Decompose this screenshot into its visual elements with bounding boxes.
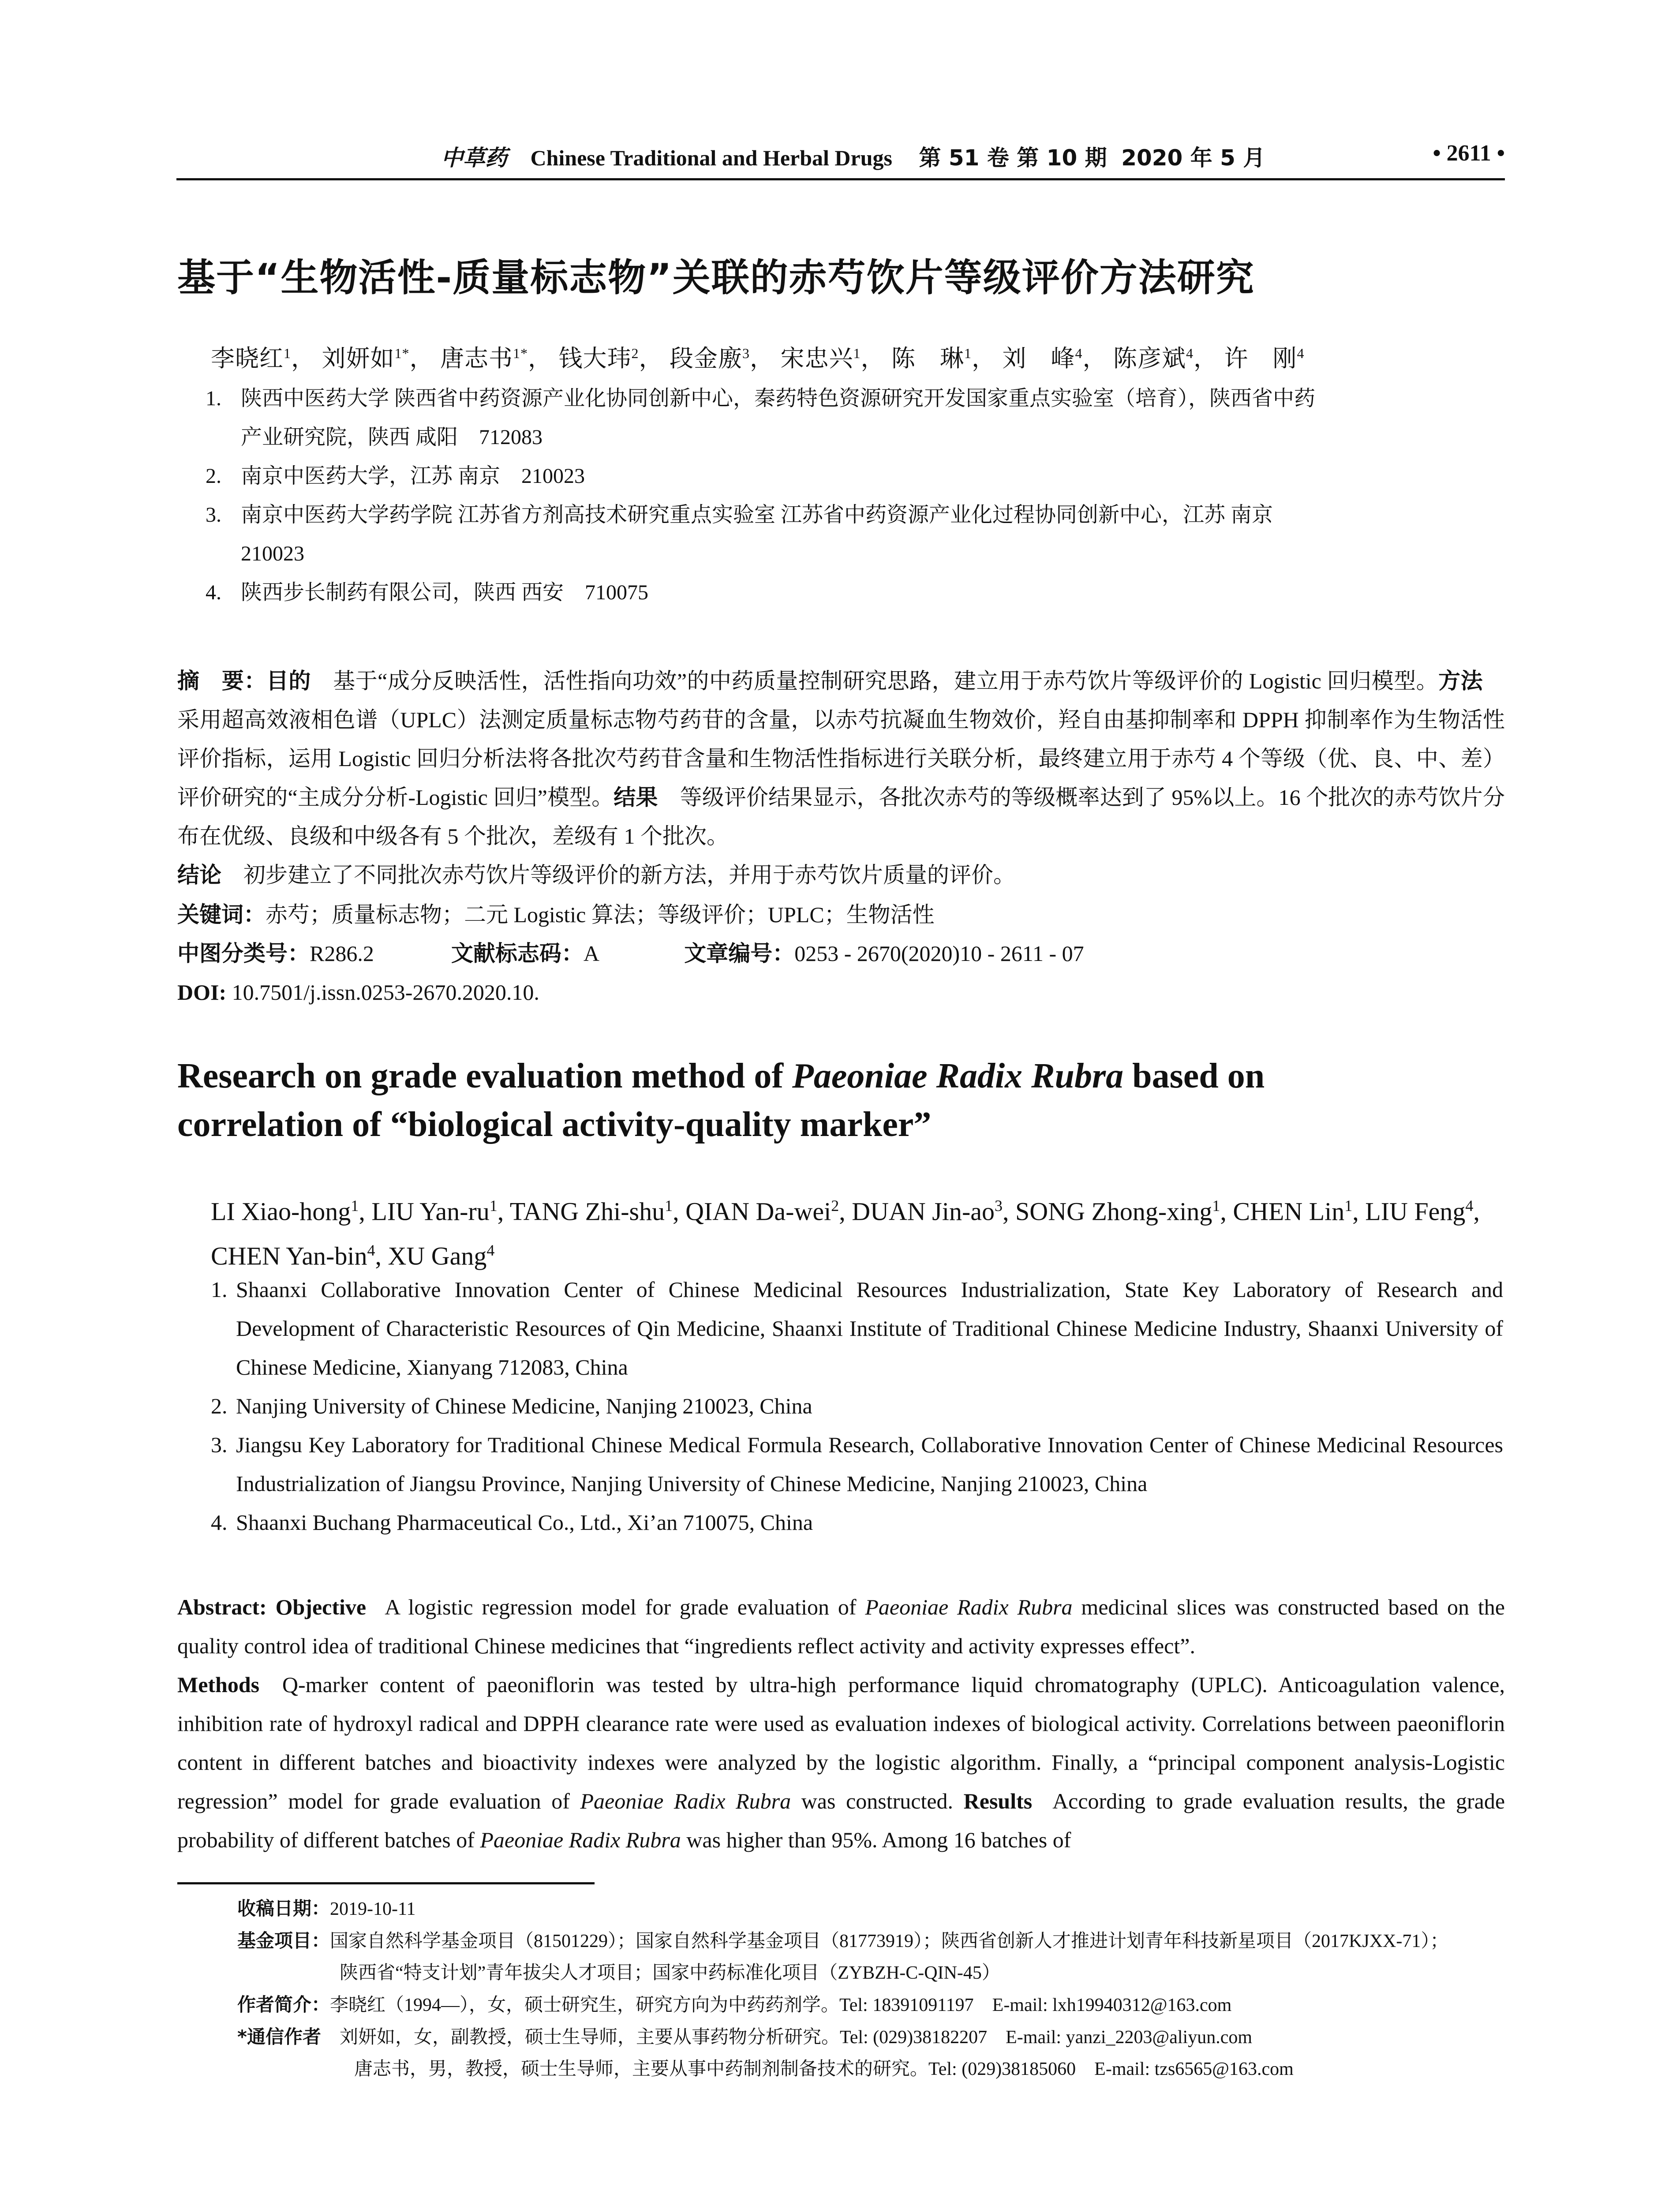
affiliation-line: 210023 bbox=[241, 542, 304, 565]
affiliation-item bbox=[211, 1503, 1503, 1542]
title-en-part1: Research on grade evaluation method of bbox=[177, 1057, 792, 1095]
doi-value: 10.7501/j.issn.0253-2670.2020.10. bbox=[232, 980, 539, 1005]
affiliation-text: Nanjing University of Chinese Medicine, Nanjing 210023, China bbox=[236, 1394, 812, 1418]
abstract-cn bbox=[177, 662, 1505, 894]
author-affil-sup: 3 bbox=[995, 1197, 1003, 1215]
author-name: CHEN Lin bbox=[1233, 1197, 1345, 1226]
author-name: 许 刚 bbox=[1224, 345, 1297, 372]
author-affil-sup: 1 bbox=[351, 1197, 359, 1215]
bio-label: 作者简介： bbox=[237, 1994, 330, 2015]
footnote-divider bbox=[177, 1882, 595, 1884]
author-name: TANG Zhi-shu bbox=[509, 1197, 665, 1226]
abstract-label: Abstract: bbox=[177, 1595, 267, 1619]
author-affil-sup: 4 bbox=[1186, 345, 1194, 361]
journal-date: 2020 年 5 月 bbox=[1121, 145, 1265, 171]
abstract-label: 摘 要： bbox=[177, 668, 266, 694]
affiliation-number: 2. bbox=[206, 464, 221, 488]
article-no-label: 文章编号： bbox=[684, 941, 795, 966]
author-affil-sup: 1 bbox=[964, 345, 972, 361]
objective-label: Objective bbox=[275, 1595, 367, 1619]
corr-text: 刘妍如，女，副教授，硕士生导师，主要从事药物分析研究。Tel: (029)38182207 E-mail: yanzi_2203@aliyun.com bbox=[339, 2027, 1253, 2048]
objective-text-b: medicinal slices was constructed based on the quality control idea of traditional Chinese medicines that “ingredients reflect activity and activity expresses effect”. bbox=[177, 1595, 1505, 1658]
corresponding-author-2 bbox=[237, 2053, 1508, 2085]
author-name: XU Gang bbox=[388, 1241, 487, 1271]
affiliation-number: 1. bbox=[211, 1277, 228, 1302]
affiliation-line: 南京中医药大学，江苏 南京 210023 bbox=[241, 464, 585, 488]
running-header bbox=[176, 140, 1505, 180]
journal-name-en: Chinese Traditional and Herbal Drugs bbox=[530, 146, 892, 170]
author-list-cn: 李晓红$^1$， 刘妍如$^{1*}$， 唐志书$^{1*}$， 钱大玮$^2$， 段金廒$^3$， 宋忠兴$^1$， 陈 琳$^1$， 刘 峰$^4$， 陈彦斌$^4$， 许 刚$^4$ bbox=[211, 345, 1305, 372]
funding bbox=[237, 1925, 1508, 1957]
clc-label: 中图分类号： bbox=[177, 941, 310, 966]
affiliation-item bbox=[206, 379, 1507, 457]
title-en-line2: correlation of “biological activity-quality marker” bbox=[177, 1105, 932, 1144]
affiliation-line: 产业研究院，陕西 咸阳 712083 bbox=[241, 426, 543, 449]
objective-label: 目的 bbox=[266, 668, 311, 694]
author-affil-sup: 1 bbox=[284, 345, 291, 361]
affiliation-number: 1. bbox=[206, 387, 221, 410]
affiliation-item bbox=[206, 496, 1507, 573]
affiliation-item bbox=[211, 1425, 1503, 1503]
author-affil-sup: 1 bbox=[665, 1197, 673, 1215]
author-name: 刘妍如 bbox=[322, 345, 395, 372]
affiliation-item bbox=[206, 457, 1507, 496]
affiliation-number: 2. bbox=[211, 1394, 228, 1418]
author-bio bbox=[237, 1989, 1508, 2021]
affiliation-number: 4. bbox=[206, 581, 221, 604]
methods-label: Methods bbox=[177, 1672, 260, 1697]
author-affil-sup: 2 bbox=[831, 1197, 839, 1215]
author-name: CHEN Yan-bin bbox=[211, 1241, 367, 1271]
conclusion-label: 结论 bbox=[177, 862, 221, 888]
author-name: 宋忠兴 bbox=[780, 345, 853, 372]
author-affil-sup: 3 bbox=[742, 345, 750, 361]
journal-header-text bbox=[441, 140, 1265, 172]
affiliation-number: 3. bbox=[211, 1432, 228, 1457]
author-name: 陈彦斌 bbox=[1113, 345, 1186, 372]
author-name: LIU Feng bbox=[1365, 1197, 1466, 1226]
author-list-en: LI Xiao-hong$^1$, LIU Yan-$ru^1$, TANG Zhi-shu$^1$, QIAN Da-wei$^2$, DUAN Jin-$ao^3$, SONG Zhong-xing$^1$, CHEN Lin$^1$, LIU Feng$^4$, CHEN Yan-bin$^4$, XU Gang$^4$ bbox=[211, 1197, 1480, 1271]
author-name: SONG Zhong-xing bbox=[1015, 1197, 1212, 1226]
clc-value: R286.2 bbox=[310, 941, 374, 966]
fund-line: 国家自然科学基金项目（81501229）；国家自然科学基金项目（81773919）；陕西省创新人才推进计划青年科技新星项目（2017KJXX-71）； bbox=[330, 1931, 1449, 1951]
author-affil-sup: 1 bbox=[1212, 1197, 1220, 1215]
affiliation-text: Shaanxi Collaborative Innovation Center of Chinese Medicinal Resources Industrialization, State Key Laboratory of Research and Development of Characteristic Resources of Qin Medicine, Shaanxi Institute of Traditional Chinese Medicine Industry, Shaanxi University of Chinese Medicine, Xianyang 712083, China bbox=[236, 1277, 1503, 1379]
corr-label: *通信作者 bbox=[237, 2026, 321, 2048]
article-no-value: 0253 - 2670(2020)10 - 2611 - 07 bbox=[794, 941, 1084, 966]
methods-text: 采用超高效液相色谱（UPLC）法测定质量标志物芍药苷的含量，以赤芍抗凝血生物效价，羟自由基抑制率和 DPPH 抑制率作为生物活性评价指标，运用 Logistic 回归分析法将各批次芍药苷含量和生物活性指标进行关联分析，最终建立用于赤芍 4 个等级（优、良、中、差）评价研究的“主成分分析-Logistic 回归”模型。 bbox=[177, 707, 1505, 810]
conclusion-text: 初步建立了不同批次赤芍饮片等级评价的新方法，并用于赤芍饮片质量的评价。 bbox=[243, 863, 1015, 887]
author-affil-sup: 1 bbox=[1344, 1197, 1353, 1215]
page-number: • 2611 • bbox=[1433, 141, 1505, 166]
author-name: DUAN Jin-ao bbox=[852, 1197, 995, 1226]
affiliation-item bbox=[211, 1270, 1503, 1387]
results-text-b: was higher than 95%. Among 16 batches of bbox=[681, 1828, 1071, 1852]
affiliation-list-cn bbox=[206, 379, 1507, 612]
author-affil-sup: 4 bbox=[1075, 345, 1083, 361]
results-text-a: According to grade evaluation results, the grade probability of different batches of bbox=[177, 1789, 1505, 1852]
affiliation-text: Jiangsu Key Laboratory for Traditional Chinese Medical Formula Research, Collaborative Innovation Center of Chinese Medicinal Resources Industrialization of Jiangsu Province, Nanjing University of Chinese Medicine, Nanjing 210023, China bbox=[236, 1432, 1503, 1496]
affiliation-line: 陕西中医药大学 陕西省中药资源产业化协同创新中心，秦药特色资源研究开发国家重点实验室（培育），陕西省中药 bbox=[241, 387, 1316, 410]
author-affil-sup: 2 bbox=[631, 345, 639, 361]
objective-italic: Paeoniae Radix Rubra bbox=[865, 1595, 1073, 1619]
objective-text-a: A logistic regression model for grade evaluation of bbox=[385, 1595, 865, 1619]
affiliation-line: 陕西步长制药有限公司，陕西 西安 710075 bbox=[241, 581, 649, 604]
author-name: 陈 琳 bbox=[891, 345, 964, 372]
bio-text: 李晓红（1994—），女，硕士研究生，研究方向为中药药剂学。Tel: 18391091197 E-mail: lxh19940312@163.com bbox=[330, 1995, 1232, 2015]
author-affil-sup: 1* bbox=[513, 345, 528, 361]
corr-text: 唐志书，男，教授，硕士生导师，主要从事中药制剂制备技术的研究。Tel: (029)38185060 E-mail: tzs6565@163.com bbox=[354, 2059, 1294, 2079]
doc-code-value: A bbox=[583, 941, 599, 966]
doi-line bbox=[177, 973, 539, 1012]
paper-title-cn: 基于“生物活性-质量标志物”关联的赤芍饮片等级评价方法研究 bbox=[177, 256, 1255, 300]
affiliation-list-en bbox=[211, 1270, 1503, 1542]
author-affil-sup: 1 bbox=[853, 345, 861, 361]
author-name: 刘 峰 bbox=[1002, 345, 1075, 372]
fund-label: 基金项目： bbox=[237, 1930, 330, 1951]
author-affil-sup: 4 bbox=[367, 1241, 375, 1259]
results-italic: Paeoniae Radix Rubra bbox=[480, 1828, 681, 1852]
received-date bbox=[237, 1893, 1508, 1925]
journal-issue: 第 51 卷 第 10 期 bbox=[919, 145, 1107, 171]
footnotes bbox=[237, 1893, 1508, 2085]
author-name: 李晓红 bbox=[211, 345, 284, 372]
methods-label: 方法 bbox=[1438, 668, 1483, 694]
received-label: 收稿日期： bbox=[237, 1898, 330, 1919]
author-affil-sup: 4 bbox=[486, 1241, 495, 1259]
methods-italic: Paeoniae Radix Rubra bbox=[580, 1789, 791, 1813]
objective-text: 基于“成分反映活性，活性指向功效”的中药质量控制研究思路，建立用于赤芍饮片等级评价的 Logistic 回归模型。 bbox=[333, 669, 1439, 693]
affiliation-text: Shaanxi Buchang Pharmaceutical Co., Ltd., Xi’an 710075, China bbox=[236, 1510, 813, 1535]
author-name: 段金廒 bbox=[670, 345, 742, 372]
affiliation-line: 南京中医药大学药学院 江苏省方剂高技术研究重点实验室 江苏省中药资源产业化过程协同创新中心，江苏 南京 bbox=[241, 503, 1273, 527]
author-name: QIAN Da-wei bbox=[685, 1197, 831, 1226]
classification-line bbox=[177, 934, 1084, 973]
doc-code-label: 文献标志码： bbox=[451, 941, 584, 966]
author-affil-sup: 4 bbox=[1297, 345, 1305, 361]
doi-label: DOI: bbox=[177, 980, 227, 1005]
author-name: 唐志书 bbox=[440, 345, 513, 372]
title-en-part2: based on bbox=[1123, 1057, 1265, 1095]
author-affil-sup: 4 bbox=[1465, 1197, 1474, 1215]
author-affil-sup: 1 bbox=[489, 1197, 498, 1215]
title-en-italic: Paeoniae Radix Rubra bbox=[792, 1057, 1124, 1095]
funding-cont bbox=[237, 1957, 1508, 1989]
results-label: Results bbox=[963, 1789, 1033, 1813]
author-name: LI Xiao-hong bbox=[211, 1197, 351, 1226]
corresponding-author bbox=[237, 2021, 1508, 2053]
keywords-label: 关键词： bbox=[177, 902, 266, 927]
fund-line: 陕西省“特支计划”青年拔尖人才项目；国家中药标准化项目（ZYBZH-C-QIN-45） bbox=[340, 1963, 1000, 1983]
results-text: 等级评价结果显示，各批次赤芍的等级概率达到了 95%以上。16 个批次的赤芍饮片分布在优级、良级和中级各有 5 个批次，差级有 1 个批次。 bbox=[177, 785, 1505, 848]
affiliation-number: 4. bbox=[211, 1510, 228, 1535]
author-affil-sup: 1* bbox=[394, 345, 410, 361]
received-value: 2019-10-11 bbox=[330, 1899, 416, 1919]
keywords-text: 赤芍；质量标志物；二元 Logistic 算法；等级评价；UPLC；生物活性 bbox=[266, 902, 935, 927]
journal-name-cn: 中草药 bbox=[441, 145, 507, 171]
methods-text-b: was constructed. bbox=[791, 1789, 954, 1813]
affiliation-item bbox=[211, 1387, 1503, 1425]
paper-title-en bbox=[177, 1052, 1505, 1149]
affiliation-item bbox=[206, 573, 1507, 612]
keywords-cn bbox=[177, 895, 935, 934]
results-label: 结果 bbox=[614, 785, 658, 810]
author-name: LIU Yan-ru bbox=[371, 1197, 490, 1226]
abstract-en bbox=[177, 1588, 1505, 1859]
methods-text-a: Q-marker content of paeoniflorin was tested by ultra-high performance liquid chromatography (UPLC). Anticoagulation valence, inhibition rate of hydroxyl radical and DPPH clearance rate were used as evaluation indexes of biological activity. Correlations between paeoniflorin content in different batches and bioactivity indexes were analyzed by the logistic algorithm. Finally, a “principal component analysis-Logistic regression” model for grade evaluation of bbox=[177, 1672, 1505, 1813]
author-name: 钱大玮 bbox=[558, 345, 632, 372]
affiliation-number: 3. bbox=[206, 503, 221, 527]
